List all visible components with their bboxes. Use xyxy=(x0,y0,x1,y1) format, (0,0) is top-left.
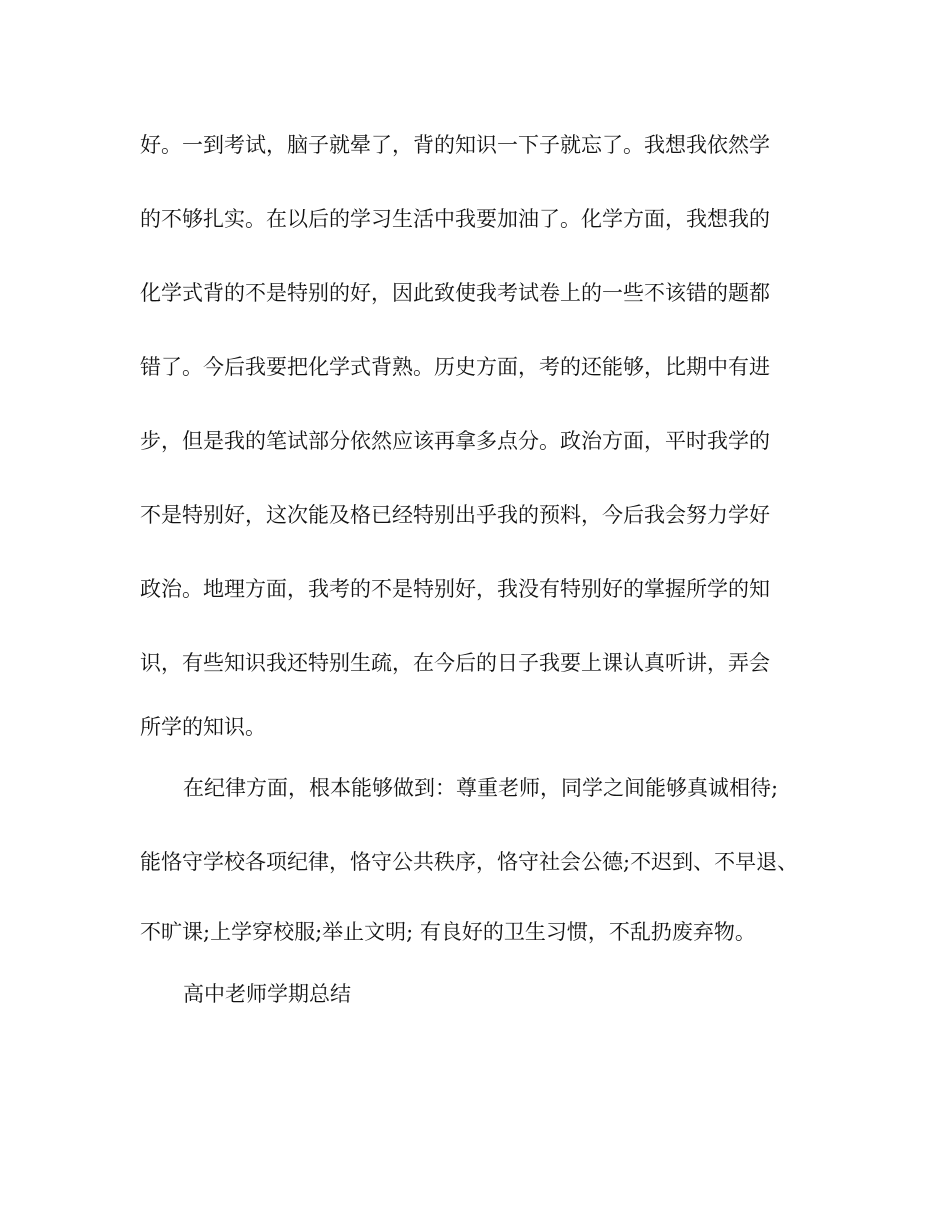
paragraph-1-line-4: 错了。今后我要把化学式背熟。历史方面，考的还能够，比期中有进 xyxy=(140,355,770,379)
section-heading: 高中老师学期总结 xyxy=(183,982,351,1006)
paragraph-2-line-1: 在纪律方面，根本能够做到：尊重老师，同学之间能够真诚相待; xyxy=(183,776,779,800)
paragraph-2-line-3: 不旷课;上学穿校服;举止文明; 有良好的卫生习惯，不乱扔废弃物。 xyxy=(140,920,756,944)
paragraph-1-line-9: 所学的知识。 xyxy=(140,715,266,739)
paragraph-1-line-7: 政治。地理方面，我考的不是特别好，我没有特别好的掌握所学的知 xyxy=(140,577,770,601)
paragraph-1-line-6: 不是特别好，这次能及格已经特别出乎我的预料，今后我会努力学好 xyxy=(140,503,770,527)
paragraph-1-line-2: 的不够扎实。在以后的学习生活中我要加油了。化学方面，我想我的 xyxy=(140,207,770,231)
paragraph-1-line-5: 步，但是我的笔试部分依然应该再拿多点分。政治方面，平时我学的 xyxy=(140,429,770,453)
paragraph-1-line-8: 识，有些知识我还特别生疏，在今后的日子我要上课认真听讲，弄会 xyxy=(140,651,770,675)
paragraph-1-line-3: 化学式背的不是特别的好，因此致使我考试卷上的一些不该错的题都 xyxy=(140,281,770,305)
paragraph-1-line-1: 好。一到考试，脑子就晕了，背的知识一下子就忘了。我想我依然学 xyxy=(140,133,770,157)
paragraph-2-line-2: 能恪守学校各项纪律，恪守公共秩序，恪守社会公德;不迟到、不早退、 xyxy=(140,850,799,874)
